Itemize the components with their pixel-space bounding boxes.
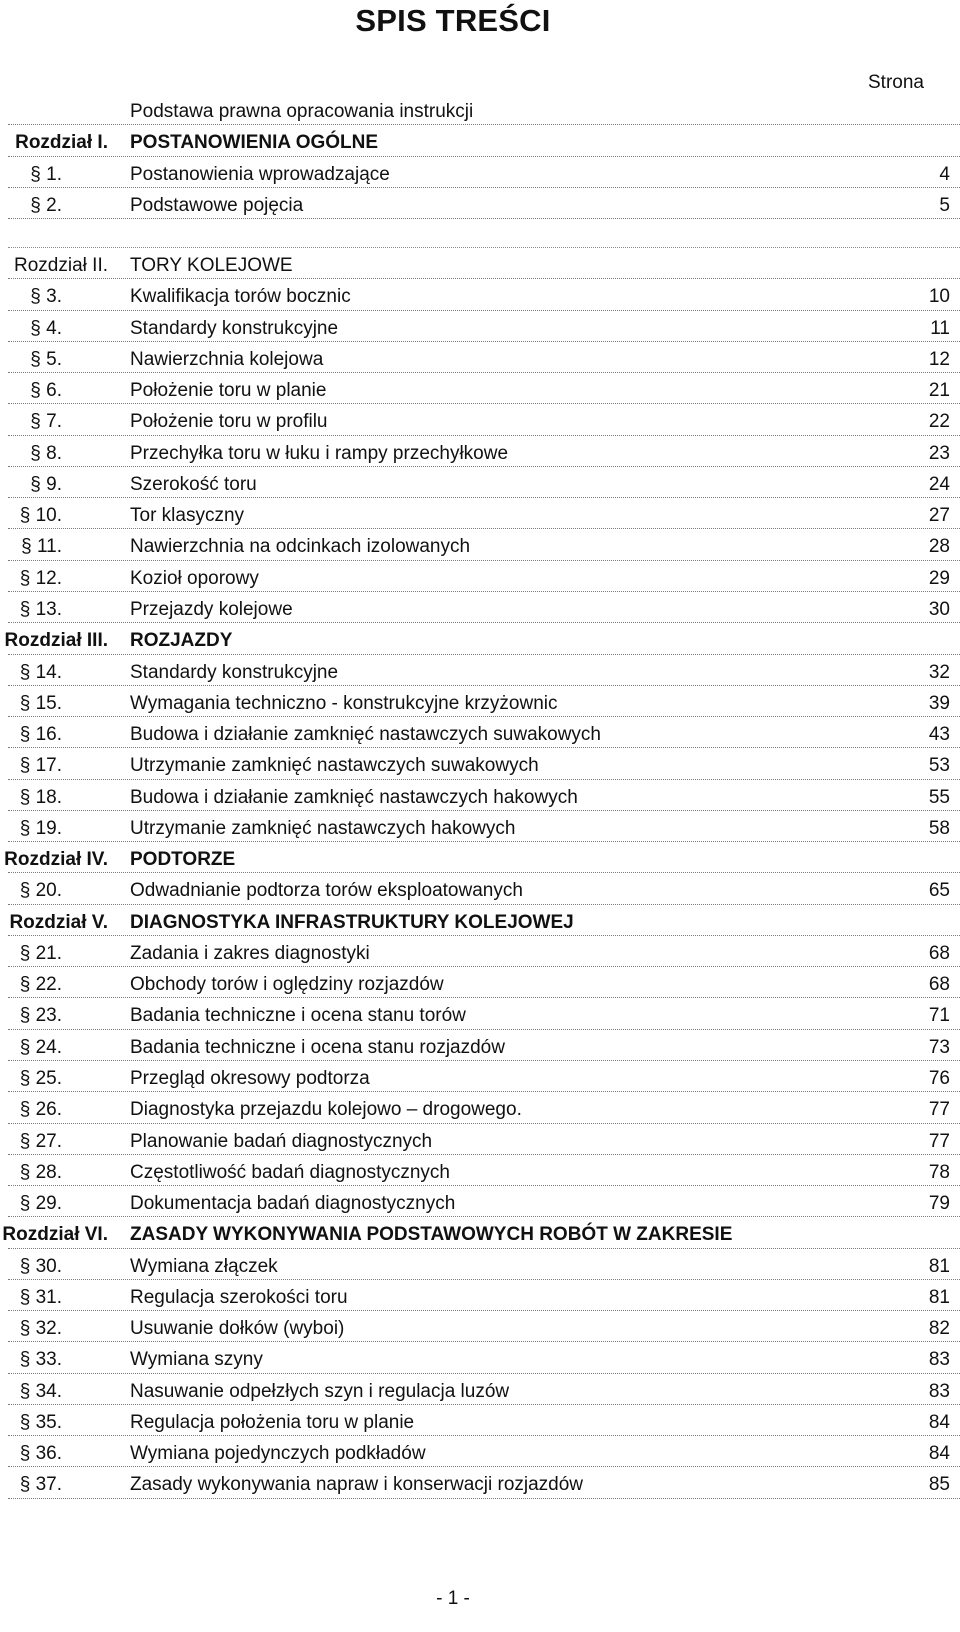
section-label: § 17.	[19, 755, 62, 777]
section-page: 32	[928, 661, 950, 683]
section-label: § 8.	[30, 442, 62, 464]
toc-row-podstawa-prawna[interactable]	[0, 96, 960, 127]
chapter-label: Rozdział VI.	[2, 1224, 108, 1246]
section-page: 83	[928, 1380, 950, 1402]
section-label: § 13.	[19, 598, 62, 620]
section-title: Szerokość toru	[130, 473, 257, 495]
section-title: Utrzymanie zamknięć nastawczych suwakowych	[130, 755, 539, 777]
section-title: Przegląd okresowy podtorza	[130, 1067, 370, 1089]
section-label: § 10.	[19, 505, 62, 527]
page-column-header: Strona	[868, 72, 924, 93]
toc-row-section-23[interactable]	[0, 1000, 960, 1031]
chapter-title: TORY KOLEJOWE	[130, 255, 293, 277]
section-page: 76	[928, 1067, 950, 1089]
section-label: § 2.	[30, 194, 62, 216]
toc-row-section-10[interactable]	[0, 500, 960, 531]
section-title: Budowa i działanie zamknięć nastawczych suwakowych	[130, 724, 602, 746]
section-page: 68	[928, 942, 950, 964]
section-title: Częstotliwość badań diagnostycznych	[130, 1161, 451, 1183]
section-label: § 35.	[19, 1411, 62, 1433]
section-page: 24	[928, 473, 950, 495]
section-label: § 24.	[19, 1036, 62, 1058]
section-title: Położenie toru w planie	[130, 380, 327, 402]
section-label: § 32.	[19, 1318, 62, 1340]
section-title: Diagnostyka przejazdu kolejowo – drogowego.	[130, 1099, 522, 1121]
section-title: Wymiana pojedynczych podkładów	[130, 1443, 426, 1465]
section-label: § 5.	[30, 348, 62, 370]
section-label: § 12.	[19, 567, 62, 589]
toc-row-title: Podstawa prawna opracowania instrukcji	[130, 101, 474, 122]
toc-row-section-32[interactable]	[0, 1313, 960, 1344]
section-page: 10	[928, 286, 950, 308]
section-label: § 31.	[19, 1286, 62, 1308]
section-label: § 1.	[30, 163, 62, 185]
section-label: § 36.	[19, 1443, 62, 1465]
toc-row-section-16[interactable]	[0, 719, 960, 750]
toc-row-section-26[interactable]	[0, 1094, 960, 1125]
toc-row-section-19[interactable]	[0, 813, 960, 844]
section-page: 12	[928, 348, 950, 370]
section-title: Regulacja położenia toru w planie	[130, 1411, 415, 1433]
section-title: Standardy konstrukcyjne	[130, 661, 339, 683]
section-page: 5	[939, 194, 950, 216]
section-page: 84	[928, 1443, 950, 1465]
section-page: 22	[928, 411, 950, 433]
section-label: § 28.	[19, 1161, 62, 1183]
section-title: Odwadnianie podtorza torów eksploatowanych	[130, 880, 523, 902]
section-label: § 3.	[30, 286, 62, 308]
section-title: Nawierzchnia kolejowa	[130, 348, 324, 370]
section-page: 58	[928, 817, 950, 839]
section-label: § 16.	[19, 724, 62, 746]
section-page: 73	[928, 1036, 950, 1058]
section-title: Nasuwanie odpełzłych szyn i regulacja luzów	[130, 1380, 510, 1402]
toc-row-rozdzial-vi[interactable]	[0, 1219, 960, 1250]
section-label: § 29.	[19, 1193, 62, 1215]
chapter-title: DIAGNOSTYKA INFRASTRUKTURY KOLEJOWEJ	[130, 911, 574, 933]
section-label: § 19.	[19, 817, 62, 839]
section-label: § 6.	[30, 380, 62, 402]
section-label: § 23.	[19, 1005, 62, 1027]
section-page: 79	[928, 1193, 950, 1215]
section-title: Zasady wykonywania napraw i konserwacji rozjazdów	[130, 1474, 584, 1496]
section-page: 84	[928, 1411, 950, 1433]
chapter-label: Rozdział V.	[9, 911, 108, 933]
section-title: Usuwanie dołków (wyboi)	[130, 1318, 345, 1340]
section-title: Kozioł oporowy	[130, 567, 259, 589]
toc-row-section-4[interactable]	[0, 313, 960, 344]
toc-row-rozdzial-i[interactable]	[0, 127, 960, 158]
section-page: 53	[928, 755, 950, 777]
chapter-label: Rozdział IV.	[4, 849, 108, 871]
section-page: 28	[928, 536, 950, 558]
toc-row-section-28[interactable]	[0, 1157, 960, 1188]
section-title: Obchody torów i oględziny rozjazdów	[130, 974, 444, 996]
section-page: 39	[928, 692, 950, 714]
section-title: Standardy konstrukcyjne	[130, 317, 339, 339]
toc-row-section-27[interactable]	[0, 1126, 960, 1157]
chapter-title: PODTORZE	[130, 849, 236, 871]
section-title: Tor klasyczny	[130, 505, 245, 527]
section-title: Położenie toru w profilu	[130, 411, 328, 433]
toc-row-rozdzial-iv[interactable]	[0, 844, 960, 875]
table-of-contents	[0, 96, 960, 1501]
section-label: § 22.	[19, 974, 62, 996]
section-page: 78	[928, 1161, 950, 1183]
section-page: 55	[928, 786, 950, 808]
toc-row-section-30[interactable]	[0, 1251, 960, 1282]
toc-row-section-3[interactable]	[0, 281, 960, 312]
section-title: Planowanie badań diagnostycznych	[130, 1130, 433, 1152]
section-page: 71	[928, 1005, 950, 1027]
section-label: § 9.	[30, 473, 62, 495]
section-page: 77	[928, 1099, 950, 1121]
section-page: 11	[930, 317, 950, 339]
section-label: § 15.	[19, 692, 62, 714]
section-page: 85	[928, 1474, 950, 1496]
section-label: § 37.	[19, 1474, 62, 1496]
toc-row-section-1[interactable]	[0, 159, 960, 190]
toc-row-section-37[interactable]	[0, 1469, 960, 1500]
toc-row-section-14[interactable]	[0, 657, 960, 688]
section-title: Badania techniczne i ocena stanu rozjazdów	[130, 1036, 505, 1058]
section-page: 68	[928, 974, 950, 996]
toc-row-section-20[interactable]	[0, 875, 960, 906]
toc-row-section-21[interactable]	[0, 938, 960, 969]
section-title: Przejazdy kolejowe	[130, 598, 293, 620]
section-page: 81	[928, 1255, 950, 1277]
section-label: § 14.	[19, 661, 62, 683]
chapter-label: Rozdział III.	[4, 630, 108, 652]
toc-row-rozdzial-ii[interactable]	[0, 250, 960, 281]
section-label: § 11.	[21, 536, 62, 558]
toc-row-section-17[interactable]	[0, 750, 960, 781]
toc-row-section-18[interactable]	[0, 782, 960, 813]
section-title: Zadania i zakres diagnostyki	[130, 942, 370, 964]
toc-row-section-33[interactable]	[0, 1344, 960, 1375]
toc-row-section-7[interactable]	[0, 406, 960, 437]
section-page: 21	[928, 380, 950, 402]
section-label: § 25.	[19, 1067, 62, 1089]
document-title: SPIS TREŚCI	[355, 3, 551, 38]
toc-row-section-15[interactable]	[0, 688, 960, 719]
section-title: Przechyłka toru w łuku i rampy przechyłkowe	[130, 442, 509, 464]
toc-row-section-24[interactable]	[0, 1032, 960, 1063]
toc-row-section-35[interactable]	[0, 1407, 960, 1438]
section-title: Badania techniczne i ocena stanu torów	[130, 1005, 466, 1027]
section-page: 43	[928, 724, 950, 746]
toc-row-section-5[interactable]	[0, 344, 960, 375]
chapter-title: ZASADY WYKONYWANIA PODSTAWOWYCH ROBÓT W ZAKRESIE	[130, 1224, 733, 1246]
section-title: Wymiana szyny	[130, 1349, 263, 1371]
toc-row-rozdzial-iii[interactable]	[0, 625, 960, 656]
section-label: § 4.	[30, 317, 62, 339]
section-title: Budowa i działanie zamknięć nastawczych hakowych	[130, 786, 578, 808]
toc-row-section-8[interactable]	[0, 438, 960, 469]
section-page: 29	[928, 567, 950, 589]
section-title: Wymiana złączek	[130, 1255, 278, 1277]
section-page: 77	[928, 1130, 950, 1152]
toc-row-section-12[interactable]	[0, 563, 960, 594]
toc-row-section-11[interactable]	[0, 531, 960, 562]
section-label: § 7.	[30, 411, 62, 433]
toc-row-rozdzial-v[interactable]	[0, 907, 960, 938]
toc-row-section-31[interactable]	[0, 1282, 960, 1313]
section-label: § 34.	[19, 1380, 62, 1402]
section-title: Kwalifikacja torów bocznic	[130, 286, 351, 308]
section-page: 23	[928, 442, 950, 464]
chapter-label: Rozdział II.	[14, 255, 108, 277]
section-page: 82	[928, 1318, 950, 1340]
toc-row-section-2[interactable]	[0, 190, 960, 221]
chapter-title: POSTANOWIENIA OGÓLNE	[130, 132, 379, 154]
toc-spacer-row	[0, 221, 960, 250]
page-number: - 1 -	[436, 1588, 470, 1609]
section-label: § 18.	[19, 786, 62, 808]
section-title: Nawierzchnia na odcinkach izolowanych	[130, 536, 471, 558]
section-title: Postanowienia wprowadzające	[130, 163, 390, 185]
section-page: 83	[928, 1349, 950, 1371]
section-page: 81	[928, 1286, 950, 1308]
toc-row-section-25[interactable]	[0, 1063, 960, 1094]
section-title: Utrzymanie zamknięć nastawczych hakowych	[130, 817, 516, 839]
section-label: § 33.	[19, 1349, 62, 1371]
section-title: Podstawowe pojęcia	[130, 194, 304, 216]
section-page: 30	[928, 598, 950, 620]
toc-row-section-6[interactable]	[0, 375, 960, 406]
section-title: Regulacja szerokości toru	[130, 1286, 348, 1308]
toc-row-section-34[interactable]	[0, 1376, 960, 1407]
section-label: § 27.	[19, 1130, 62, 1152]
section-title: Wymagania techniczno - konstrukcyjne krzyżownic	[130, 692, 558, 714]
toc-row-section-9[interactable]	[0, 469, 960, 500]
chapter-label: Rozdział I.	[15, 132, 108, 154]
section-label: § 30.	[19, 1255, 62, 1277]
section-page: 65	[928, 880, 950, 902]
chapter-title: ROZJAZDY	[130, 630, 233, 652]
section-page: 27	[928, 505, 950, 527]
section-title: Dokumentacja badań diagnostycznych	[130, 1193, 456, 1215]
section-label: § 20.	[19, 880, 62, 902]
toc-row-section-36[interactable]	[0, 1438, 960, 1469]
toc-row-section-29[interactable]	[0, 1188, 960, 1219]
toc-row-section-13[interactable]	[0, 594, 960, 625]
section-page: 4	[939, 163, 950, 185]
section-label: § 26.	[19, 1099, 62, 1121]
toc-row-section-22[interactable]	[0, 969, 960, 1000]
section-label: § 21.	[19, 942, 62, 964]
